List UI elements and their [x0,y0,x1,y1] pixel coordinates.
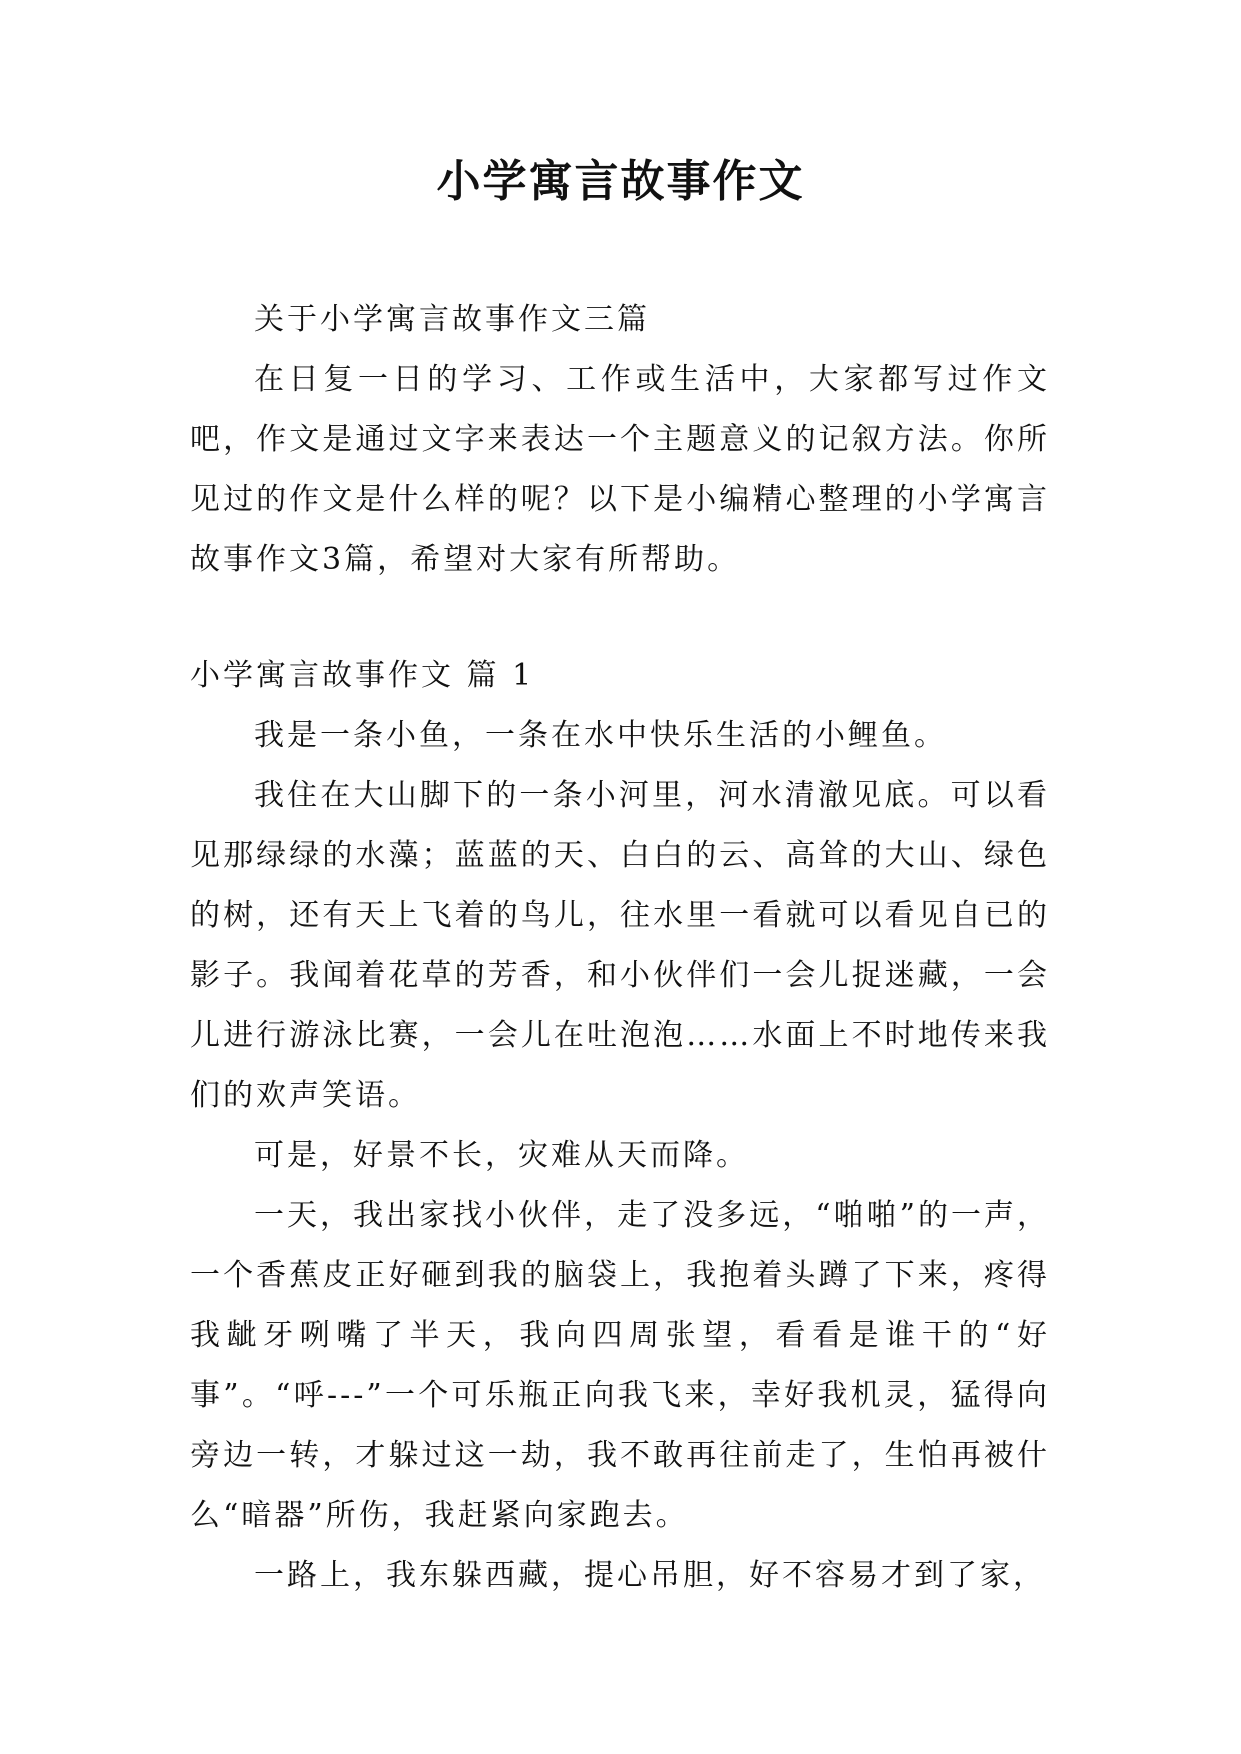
section-heading: 小学寓言故事作文 篇 1 [190,658,535,693]
document-body [190,290,1050,1606]
intro-subtitle: 关于小学寓言故事作文三篇 [254,302,650,337]
body-paragraph: 一天，我出家找小伙伴，走了没多远，“啪啪”的一声，一个香蕉皮正好砸到我的脑袋上，我抱着头蹲了下来，疼得我龇牙咧嘴了半天，我向四周张望，看看是谁干的“好事”。“呼---”一个可乐瓶正向我飞来，幸好我机灵，猛得向旁边一转，才躲过这一劫，我不敢再往前走了，生怕再被什么“暗器”所伤，我赶紧向家跑去。 [190,1198,1050,1533]
section-gap [190,590,1050,646]
intro-paragraph: 在日复一日的学习、工作或生活中，大家都写过作文吧，作文是通过文字来表达一个主题意义的记叙方法。你所见过的作文是什么样的呢？以下是小编精心整理的小学寓言故事作文3篇，希望对大家有所帮助。 [190,362,1050,577]
body-paragraph: 可是，好景不长，灾难从天而降。 [254,1138,749,1173]
body-paragraph: 我是一条小鱼，一条在水中快乐生活的小鲤鱼。 [254,718,947,753]
body-paragraph: 一路上，我东躲西藏，提心吊胆，好不容易才到了家， [254,1558,1046,1593]
body-paragraph: 我住在大山脚下的一条小河里，河水清澈见底。可以看见那绿绿的水藻；蓝蓝的天、白白的云、高耸的大山、绿色的树，还有天上飞着的鸟儿，往水里一看就可以看见自已的影子。我闻着花草的芳香，和小伙伴们一会儿捉迷藏，一会儿进行游泳比赛，一会儿在吐泡泡……水面上不时地传来我们的欢声笑语。 [190,778,1050,1113]
document-title: 小学寓言故事作文 [436,156,805,207]
